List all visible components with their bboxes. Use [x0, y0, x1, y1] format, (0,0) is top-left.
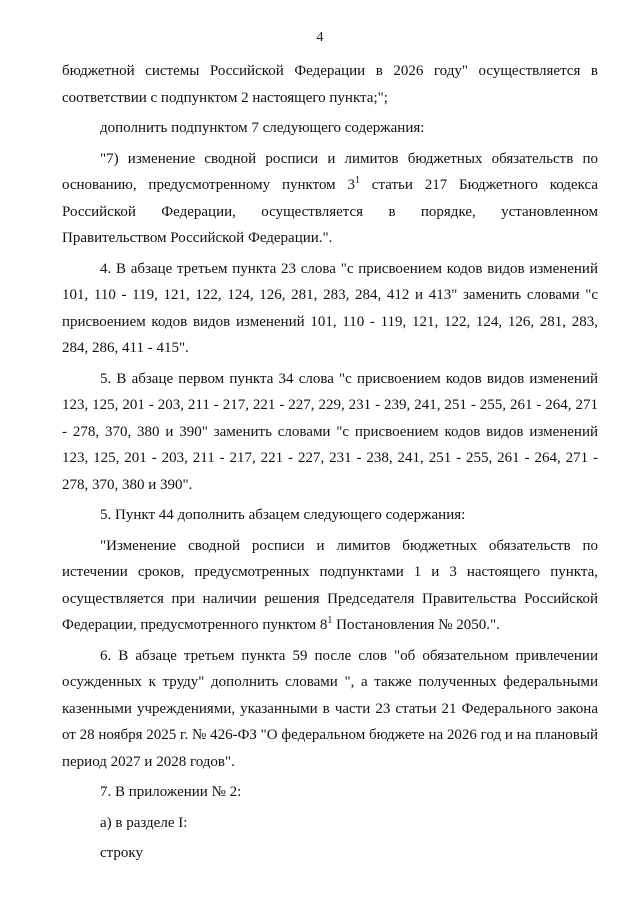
paragraph-9: 7. В приложении № 2: — [100, 784, 242, 800]
paragraph-6: 5. Пункт 44 дополнить абзацем следующего содержания: — [100, 507, 466, 523]
paragraph-7-text-a: "Изменение сводной росписи и лимитов бюджетных обязательств по истечении сроков, предусмотренных подпунктами 1 и 3 настоящего пункта, осуществляется при наличии решения Председателя Правительства Российской Федерации, предусмотренного пунктом 8 — [62, 537, 598, 633]
page-number: 4 — [316, 30, 324, 45]
superscript-2: 1 — [327, 615, 333, 626]
paragraph-8: 6. В абзаце третьем пункта 59 после слов "об обязательном привлечении осужденных к труду" дополнить словами ", а также полученных федеральными казенными учреждениями, указанными в части 23 статьи 21 Федерального закона от 28 ноября 2025 г. № 426-ФЗ "О федеральном бюджете на 2026 год и на плановый период 2027 и 2028 годов". — [62, 647, 598, 770]
paragraph-3-text-b: статьи 217 Бюджетного кодекса Российской Федерации, осуществляется в порядке, установленном Правительством Российской Федерации.". — [62, 177, 598, 246]
paragraph-11: строку — [100, 845, 143, 861]
superscript-1: 1 — [354, 175, 360, 186]
document-body — [62, 58, 598, 867]
paragraph-1: бюджетной системы Российской Федерации в 2026 году" осуществляется в соответствии с подпунктом 2 настоящего пункта;"; — [62, 63, 598, 106]
paragraph-4: 4. В абзаце третьем пункта 23 слова "с присвоением кодов видов изменений 101, 110 - 119, 121, 122, 124, 126, 281, 283, 284, 412 и 413" заменить словами "с присвоением кодов видов изменений 101, 110 - 119, 121, 122, 124, 126, 281, 283, 284, 286, 411 - 415". — [62, 260, 598, 356]
paragraph-3-text-a: "7) изменение сводной росписи и лимитов бюджетных обязательств по основанию, предусмотренному пунктом 3 — [62, 150, 598, 193]
paragraph-10: а) в разделе I: — [100, 814, 188, 831]
paragraph-7 — [62, 533, 598, 639]
paragraph-2: дополнить подпунктом 7 следующего содержания: — [100, 120, 425, 136]
paragraph-7-text-b: Постановления № 2050.". — [332, 617, 500, 633]
paragraph-5: 5. В абзаце первом пункта 34 слова "с присвоением кодов видов изменений 123, 125, 201 - 203, 211 - 217, 221 - 227, 229, 231 - 239, 241, 251 - 255, 261 - 264, 271 - 278, 370, 380 и 390" заменить словами "с присвоением кодов видов изменений 123, 125, 201 - 203, 211 - 217, 221 - 227, 231 - 238, 241, 251 - 255, 261 - 264, 271 - 278, 370, 380 и 390". — [62, 370, 598, 493]
paragraph-3 — [62, 146, 598, 252]
